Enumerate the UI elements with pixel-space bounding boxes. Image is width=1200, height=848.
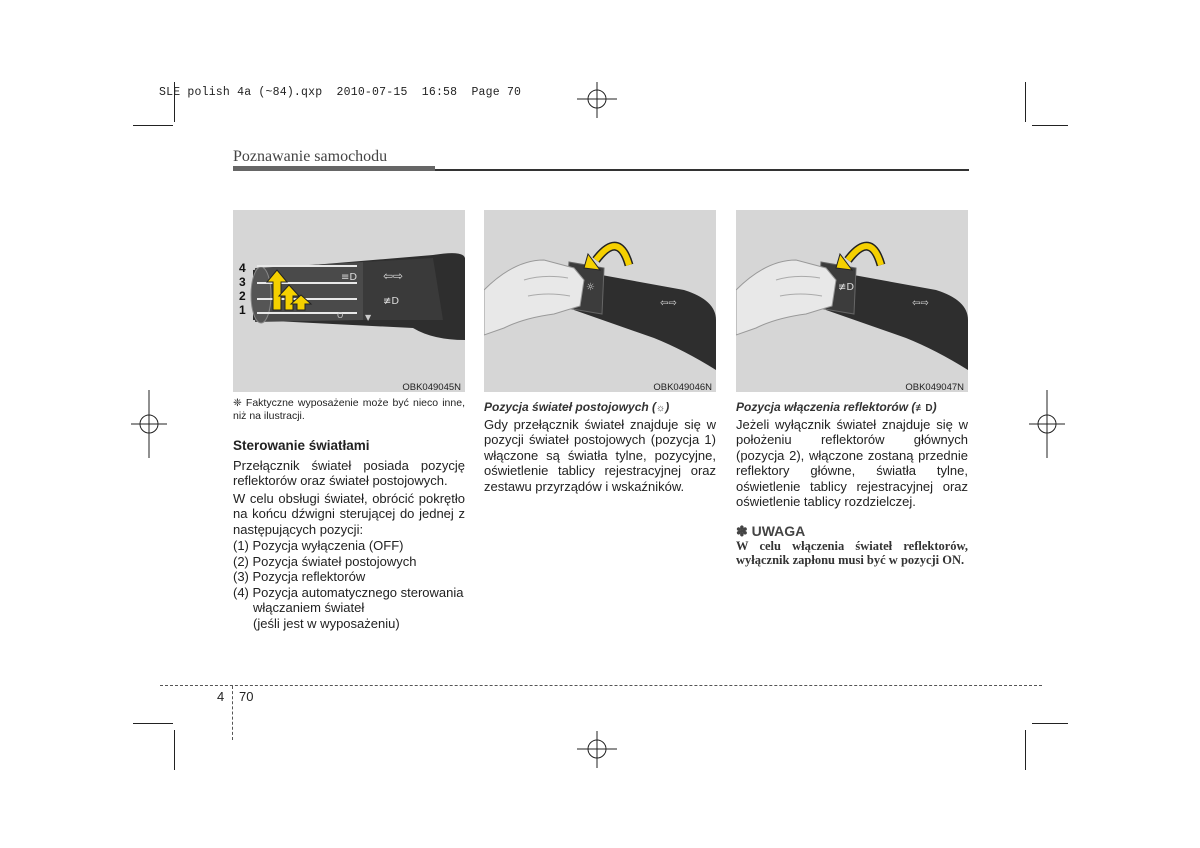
svg-text:O: O <box>337 311 344 320</box>
list-item-continuation: włączaniem świateł <box>253 600 365 615</box>
list-item: (1) Pozycja wyłączenia (OFF) <box>233 538 404 553</box>
headlights-body: Jeżeli wyłącznik świateł znajduje się w położeniu reflektorów głównych (pozycja 2), włączone zostaną przednie reflektory główne, światła tylne, oświetlenie tablicy rejestracyjnej oraz oświetlenie tablicy rozdzielczej. <box>736 416 968 509</box>
figure-code: OBK049047N <box>905 382 964 392</box>
paragraph-1: Przełącznik świateł posiada pozycję reflektorów oraz świateł postojowych. <box>233 457 465 488</box>
figure-parking-light-hand <box>484 210 716 392</box>
svg-text:☼: ☼ <box>586 282 595 293</box>
caption-end: ) <box>932 400 937 414</box>
svg-text:≡D: ≡D <box>341 272 358 283</box>
parking-light-icon: ☼ <box>656 403 666 414</box>
caption-end: ) <box>665 400 670 414</box>
column-1 <box>233 438 465 631</box>
svg-text:⇦⇨: ⇦⇨ <box>383 269 404 283</box>
headlight-icon: ≢D <box>915 403 933 414</box>
position-labels <box>239 261 246 317</box>
chapter-number: 4 <box>217 689 225 704</box>
figure-code: OBK049046N <box>653 382 712 392</box>
list-item-continuation: (jeśli jest w wyposażeniu) <box>253 615 400 631</box>
caption-parking-lights <box>484 400 716 417</box>
position-list <box>233 538 465 631</box>
print-header: SLE polish 4a (~84).qxp 2010-07-15 16:58 Page 70 <box>159 86 522 99</box>
position-label-2: 2 <box>239 289 246 303</box>
svg-text:⇦⇨: ⇦⇨ <box>660 298 677 309</box>
paragraph-2: W celu obsługi świateł, obrócić pokrętło na końcu dźwigni sterującej do jednej z następujących pozycji: <box>233 490 465 537</box>
column-2 <box>484 400 716 494</box>
column-3 <box>736 400 968 567</box>
svg-text:⇦⇨: ⇦⇨ <box>912 298 929 309</box>
list-item: (4) Pozycja automatycznego sterowania <box>233 584 464 600</box>
position-label-3: 3 <box>239 275 246 289</box>
footer-rule <box>160 685 1042 686</box>
illustration-note: ❈ Faktyczne wyposażenie może być nieco inne, niż na ilustracji. <box>233 397 465 422</box>
list-item: (2) Pozycja świateł postojowych <box>233 553 417 569</box>
section-title: Poznawanie samochodu <box>233 148 388 165</box>
caption-text: Pozycja włączenia reflektorów ( <box>736 400 916 414</box>
warning-title: ✽ UWAGA <box>736 522 806 539</box>
svg-text:≢D: ≢D <box>383 296 400 307</box>
page-number <box>217 689 254 704</box>
caption-headlights <box>736 400 968 417</box>
list-item: (3) Pozycja reflektorów <box>233 569 366 584</box>
svg-text:▼: ▼ <box>365 313 372 322</box>
title-rule <box>233 169 969 171</box>
figure-headlight-hand <box>736 210 968 392</box>
figure-code: OBK049045N <box>402 382 461 392</box>
caption-text: Pozycja świateł postojowych ( <box>484 400 657 414</box>
parking-lights-body: Gdy przełącznik świateł znajduje się w pozycji świateł postojowych (pozycja 1) włączone są światła tylne, pozycyjne, oświetlenie tablicy rejestracyjnej oraz zestawu przyrządów i wskaźników. <box>484 416 716 494</box>
position-label-4: 4 <box>239 261 246 275</box>
warning-body: W celu włączenia świateł reflektorów, wyłącznik zapłonu musi być w pozycji ON. <box>736 539 968 567</box>
heading-light-control: Sterowanie światłami <box>233 438 370 453</box>
figure-light-switch-positions <box>233 210 465 392</box>
position-label-1: 1 <box>239 303 246 317</box>
svg-text:≢D: ≢D <box>838 282 855 293</box>
page-number-value: 70 <box>239 689 254 704</box>
